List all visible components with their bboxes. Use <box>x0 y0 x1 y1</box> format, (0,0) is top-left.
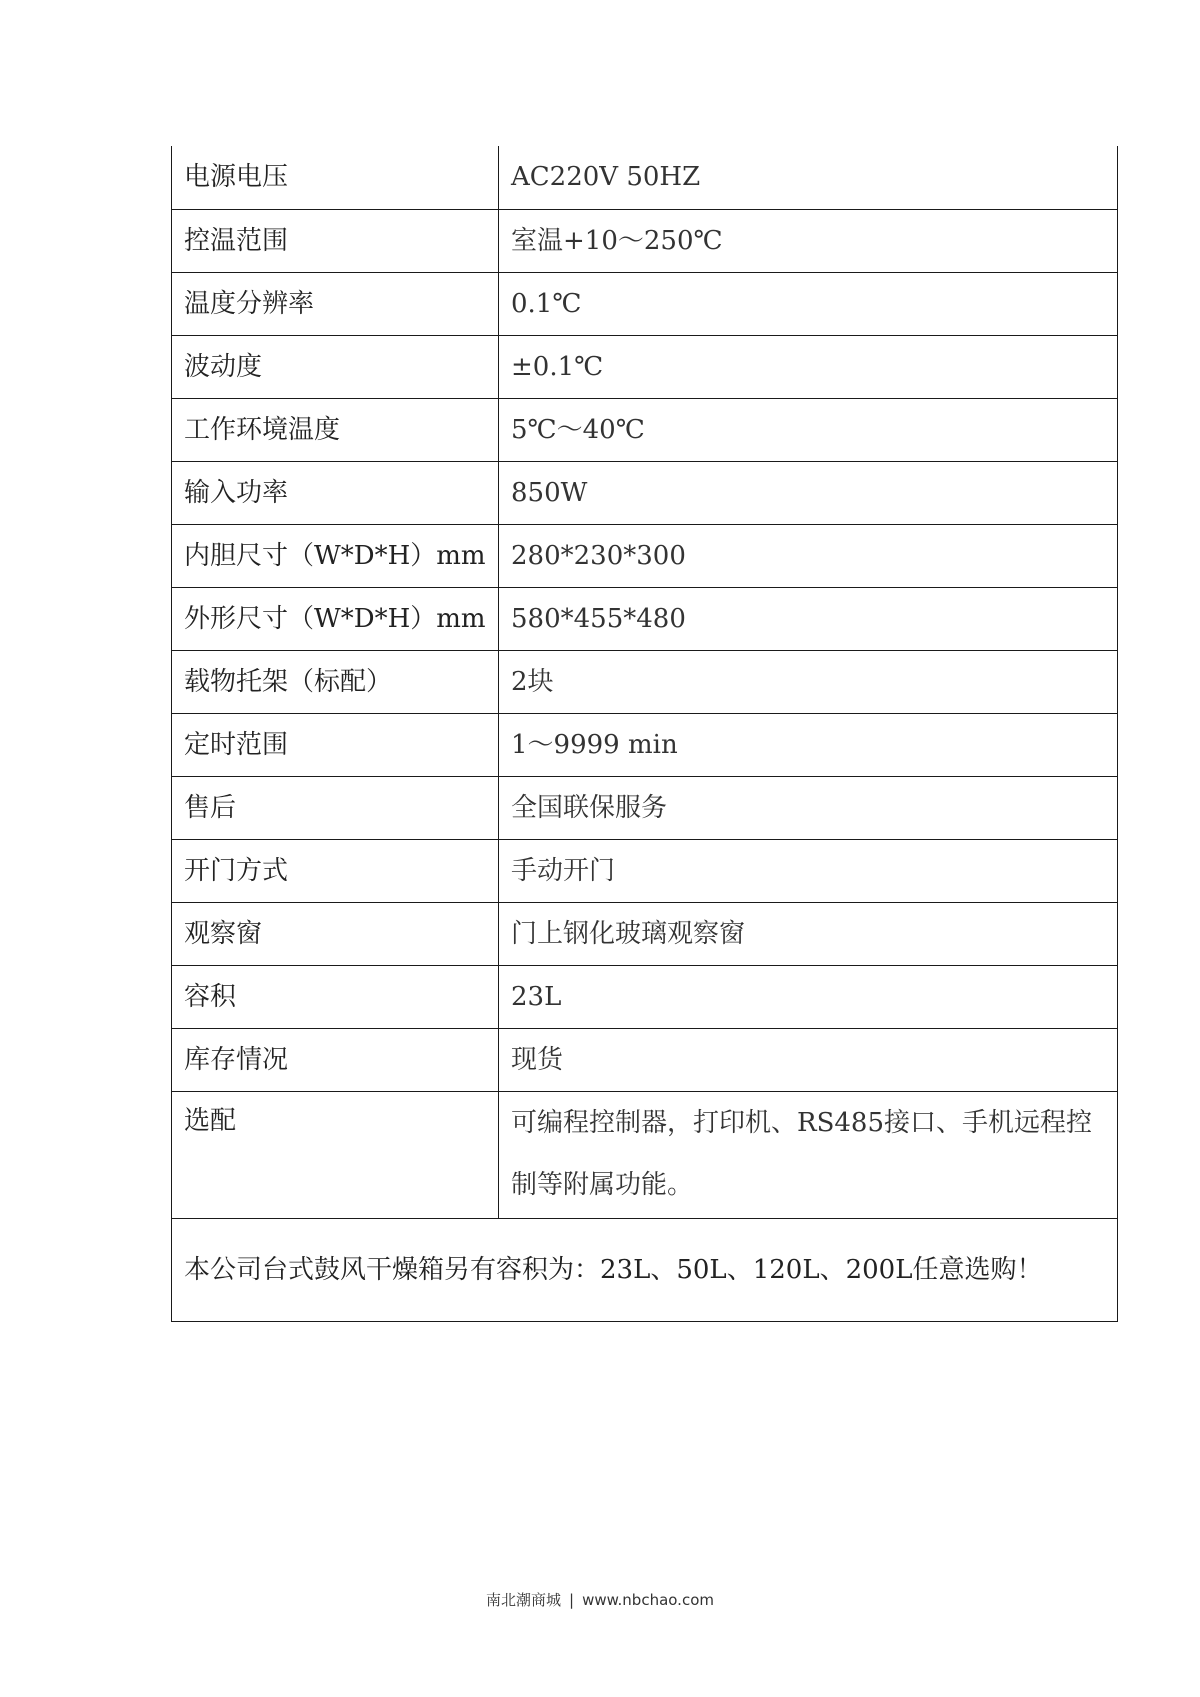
spec-label: 电源电压 <box>172 146 499 209</box>
table-row <box>172 650 1118 713</box>
spec-label: 温度分辨率 <box>172 272 499 335</box>
table-row <box>172 587 1118 650</box>
table-row <box>172 1028 1118 1091</box>
spec-value: 5℃～40℃ <box>499 398 1118 461</box>
footer-site-name: 南北潮商城 <box>486 1591 562 1609</box>
spec-label: 选配 <box>172 1091 499 1218</box>
spec-label: 观察窗 <box>172 902 499 965</box>
spec-table <box>171 146 1118 1322</box>
spec-label: 容积 <box>172 965 499 1028</box>
spec-label: 库存情况 <box>172 1028 499 1091</box>
spec-value: 2块 <box>499 650 1118 713</box>
table-row <box>172 209 1118 272</box>
spec-value: 23L <box>499 965 1118 1028</box>
table-row <box>172 461 1118 524</box>
table-row <box>172 272 1118 335</box>
table-row <box>172 335 1118 398</box>
spec-value: 现货 <box>499 1028 1118 1091</box>
spec-value: 1～9999 min <box>499 713 1118 776</box>
spec-label: 开门方式 <box>172 839 499 902</box>
table-row <box>172 713 1118 776</box>
availability-note: 本公司台式鼓风干燥箱另有容积为：23L、50L、120L、200L任意选购！ <box>172 1218 1118 1321</box>
table-row <box>172 398 1118 461</box>
spec-label: 售后 <box>172 776 499 839</box>
spec-value: 280*230*300 <box>499 524 1118 587</box>
table-row <box>172 776 1118 839</box>
spec-value: ±0.1℃ <box>499 335 1118 398</box>
spec-value: 手动开门 <box>499 839 1118 902</box>
spec-value: 室温+10～250℃ <box>499 209 1118 272</box>
page-footer <box>0 1589 1200 1610</box>
spec-label: 载物托架（标配） <box>172 650 499 713</box>
spec-label: 控温范围 <box>172 209 499 272</box>
table-row <box>172 839 1118 902</box>
spec-value: 门上钢化玻璃观察窗 <box>499 902 1118 965</box>
spec-value: 0.1℃ <box>499 272 1118 335</box>
spec-label: 定时范围 <box>172 713 499 776</box>
spec-value: 全国联保服务 <box>499 776 1118 839</box>
spec-label: 工作环境温度 <box>172 398 499 461</box>
table-row <box>172 524 1118 587</box>
table-row <box>172 146 1118 209</box>
spec-value: 580*455*480 <box>499 587 1118 650</box>
table-row <box>172 965 1118 1028</box>
spec-label: 外形尺寸（W*D*H）mm <box>172 587 499 650</box>
spec-value: 可编程控制器，打印机、RS485接口、手机远程控制等附属功能。 <box>499 1091 1118 1218</box>
footer-url: www.nbchao.com <box>582 1591 714 1609</box>
spec-label: 波动度 <box>172 335 499 398</box>
spec-value: 850W <box>499 461 1118 524</box>
table-row <box>172 1091 1118 1218</box>
spec-label: 输入功率 <box>172 461 499 524</box>
spec-value: AC220V 50HZ <box>499 146 1118 209</box>
table-row <box>172 902 1118 965</box>
footer-separator: | <box>569 1591 575 1609</box>
note-row <box>172 1218 1118 1321</box>
spec-label: 内胆尺寸（W*D*H）mm <box>172 524 499 587</box>
